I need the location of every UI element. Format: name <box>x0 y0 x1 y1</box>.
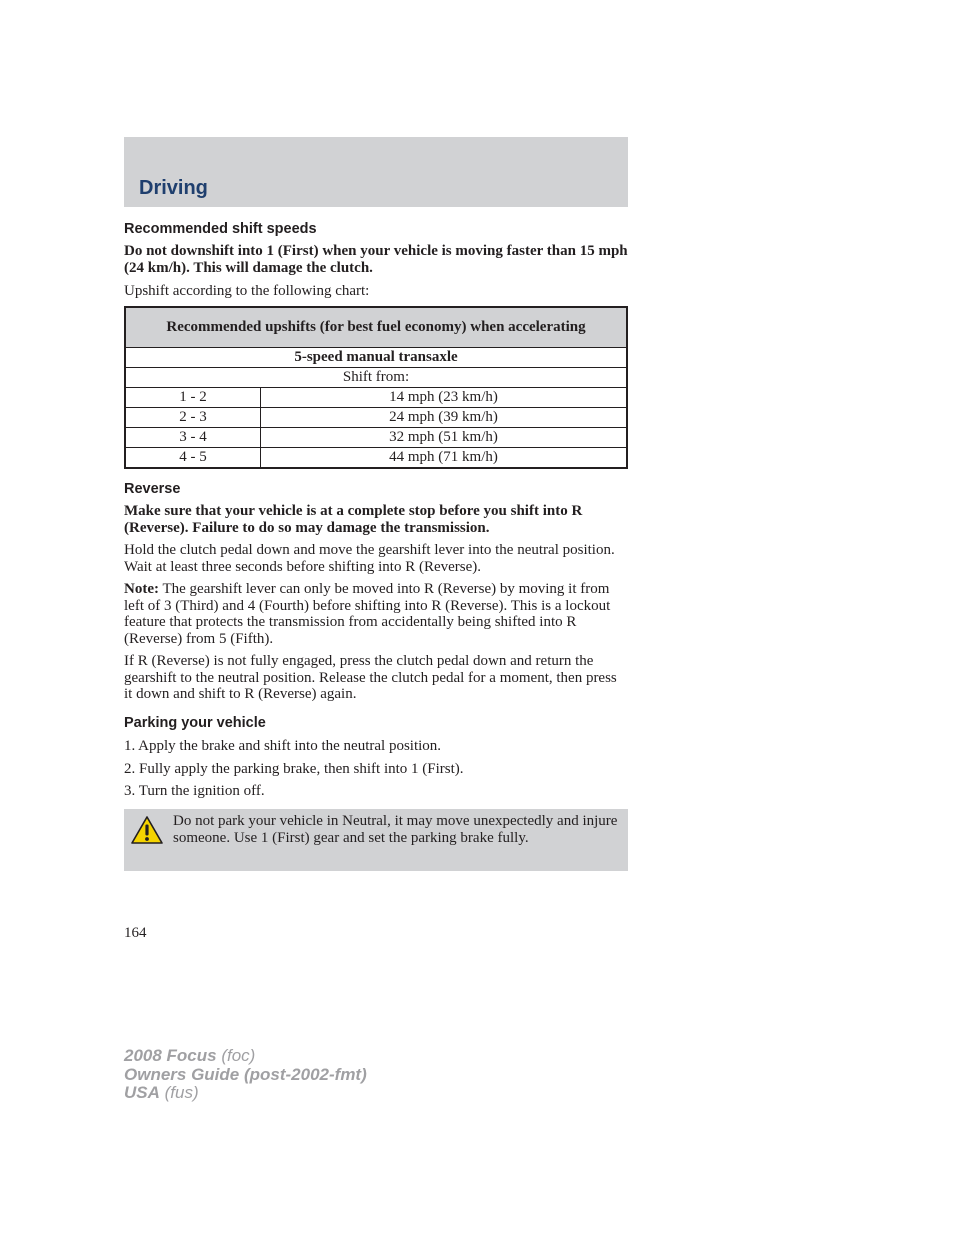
table-row <box>125 448 627 469</box>
reverse-warning-text: Make sure that your vehicle is at a complete stop before you shift into R (Reverse). Failure to do so may damage the transmission. <box>124 503 583 536</box>
gear-cell: 1 - 2 <box>125 388 261 408</box>
gear-cell: 4 - 5 <box>125 448 261 469</box>
downshift-warning-text: Do not downshift into 1 (First) when your vehicle is moving faster than 15 mph (24 km/h). This will damage the clutch. <box>124 243 628 276</box>
heading-parking: Parking your vehicle <box>124 715 266 731</box>
document-footer <box>124 1047 367 1103</box>
heading-recommended-shift-speeds: Recommended shift speeds <box>124 221 317 237</box>
upshift-intro-text: Upshift according to the following chart: <box>124 283 370 299</box>
footer-market: USA <box>124 1083 160 1102</box>
table-row <box>125 408 627 428</box>
footer-guide: Owners Guide (post-2002-fmt) <box>124 1064 367 1084</box>
footer-market-code: (fus) <box>159 1083 199 1102</box>
reverse-paragraph-1: Hold the clutch pedal down and move the gearshift lever into the neutral position. Wait at least three seconds before shifting into R (Reverse). <box>124 542 615 575</box>
speed-cell: 14 mph (23 km/h) <box>261 388 628 408</box>
speed-cell: 44 mph (71 km/h) <box>261 448 628 469</box>
section-header-band <box>124 137 628 207</box>
gear-cell: 3 - 4 <box>125 428 261 448</box>
table-row <box>125 388 627 408</box>
parking-warning-box <box>124 809 628 871</box>
note-label: Note: <box>124 581 159 597</box>
heading-reverse: Reverse <box>124 481 181 497</box>
parking-step: 1. Apply the brake and shift into the neutral position. <box>124 738 442 754</box>
table-subtitle: 5-speed manual transaxle <box>125 348 627 368</box>
reverse-note <box>124 581 628 647</box>
speed-cell: 24 mph (39 km/h) <box>261 408 628 428</box>
parking-step: 3. Turn the ignition off. <box>124 783 265 799</box>
footer-model: 2008 Focus <box>124 1046 217 1065</box>
reverse-paragraph-2: If R (Reverse) is not fully engaged, press the clutch pedal down and return the gearshift to the neutral position. Release the clutch pedal for a moment, then press it down and shift to R (Reverse) again. <box>124 653 617 702</box>
parking-step: 2. Fully apply the parking brake, then shift into 1 (First). <box>124 761 464 777</box>
note-text: The gearshift lever can only be moved into R (Reverse) by moving it from left of 3 (Third) and 4 (Fourth) before shifting into R (Reverse). This is a lockout feature that protects the transmission from accidentally being shifted into R (Reverse) from 5 (Fifth). <box>124 581 611 647</box>
table-shift-from-label: Shift from: <box>125 368 627 388</box>
footer-model-code: (foc) <box>216 1046 256 1065</box>
gear-cell: 2 - 3 <box>125 408 261 428</box>
shift-speed-table <box>124 306 628 469</box>
table-title: Recommended upshifts (for best fuel economy) when accelerating <box>125 307 627 348</box>
section-title: Driving <box>139 177 208 199</box>
parking-warning-text: Do not park your vehicle in Neutral, it may move unexpectedly and injure someone. Use 1 (First) gear and set the parking brake fully. <box>173 813 618 846</box>
speed-cell: 32 mph (51 km/h) <box>261 428 628 448</box>
table-row <box>125 428 627 448</box>
page-number: 164 <box>124 925 147 941</box>
